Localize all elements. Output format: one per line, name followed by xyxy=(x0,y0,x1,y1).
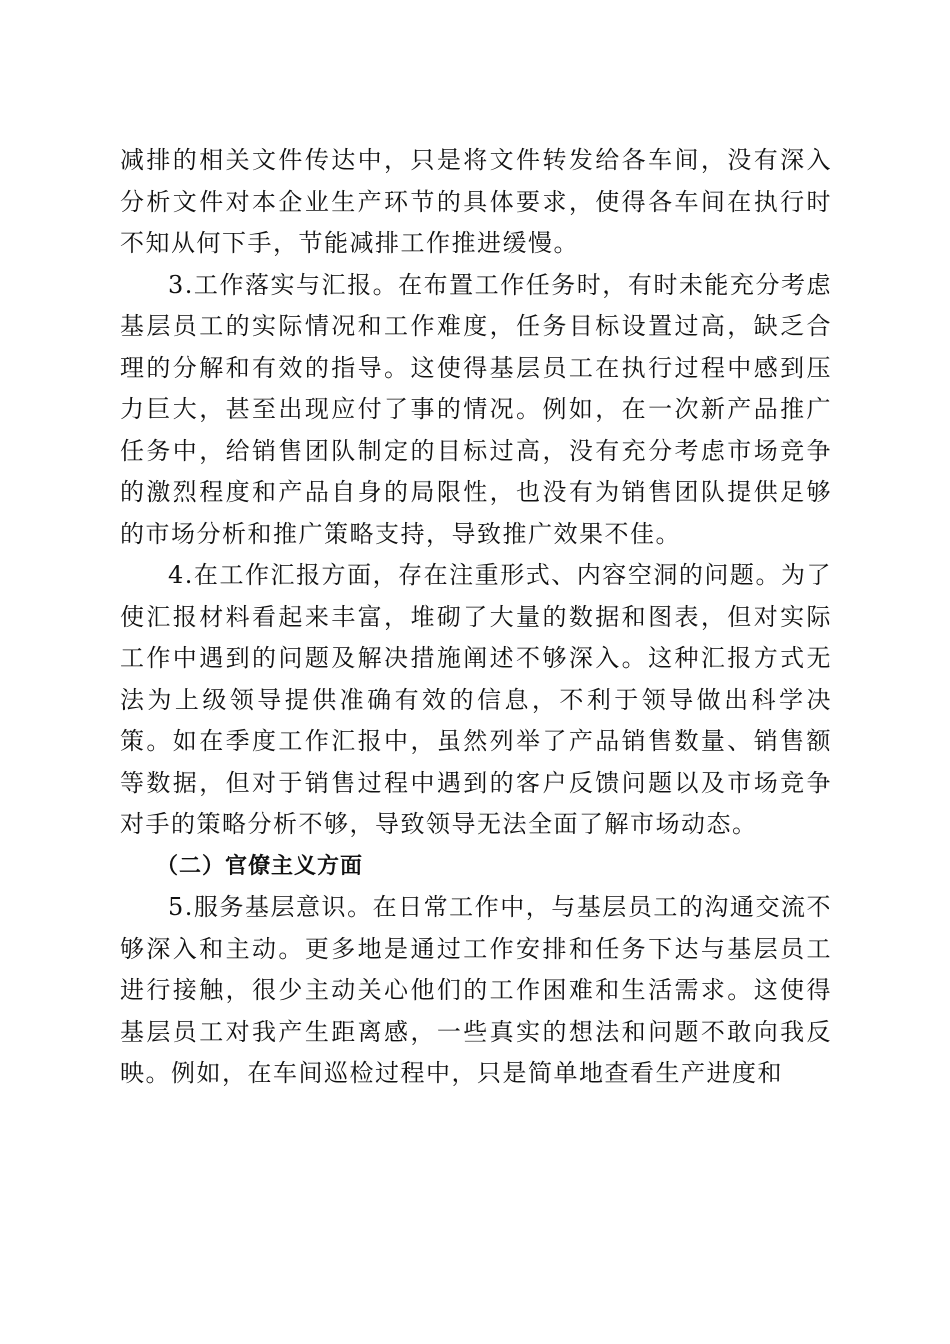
section-heading-bureaucracy: （二）官僚主义方面 xyxy=(156,853,364,879)
document-body xyxy=(120,140,832,1095)
paragraph-5-service-awareness: 5.服务基层意识。在日常工作中，与基层员工的沟通交流不够深入和主动。更多地是通过工作安排和任务下达与基层员工进行接触，很少主动关心他们的工作困难和生活需求。这使得基层员工对我产生距离感，一些真实的想法和问题不敢向我反映。例如，在车间巡检过程中，只是简单地查看生产进度和 xyxy=(120,893,832,1087)
paragraph-continuation: 减排的相关文件传达中，只是将文件转发给各车间，没有深入分析文件对本企业生产环节的具体要求，使得各车间在执行时不知从何下手，节能减排工作推进缓慢。 xyxy=(120,146,832,257)
paragraph-4-work-report: 4.在工作汇报方面，存在注重形式、内容空洞的问题。为了使汇报材料看起来丰富，堆砌了大量的数据和图表，但对实际工作中遇到的问题及解决措施阐述不够深入。这种汇报方式无法为上级领导提供准确有效的信息，不利于领导做出科学决策。如在季度工作汇报中，虽然列举了产品销售数量、销售额等数据，但对于销售过程中遇到的客户反馈问题以及市场竞争对手的策略分析不够，导致领导无法全面了解市场动态。 xyxy=(120,561,832,838)
paragraph-3-work-implementation: 3.工作落实与汇报。在布置工作任务时，有时未能充分考虑基层员工的实际情况和工作难度，任务目标设置过高，缺乏合理的分解和有效的指导。这使得基层员工在执行过程中感到压力巨大，甚至出现应付了事的情况。例如，在一次新产品推广任务中，给销售团队制定的目标过高，没有充分考虑市场竞争的激烈程度和产品自身的局限性，也没有为销售团队提供足够的市场分析和推广策略支持，导致推广效果不佳。 xyxy=(120,270,832,548)
